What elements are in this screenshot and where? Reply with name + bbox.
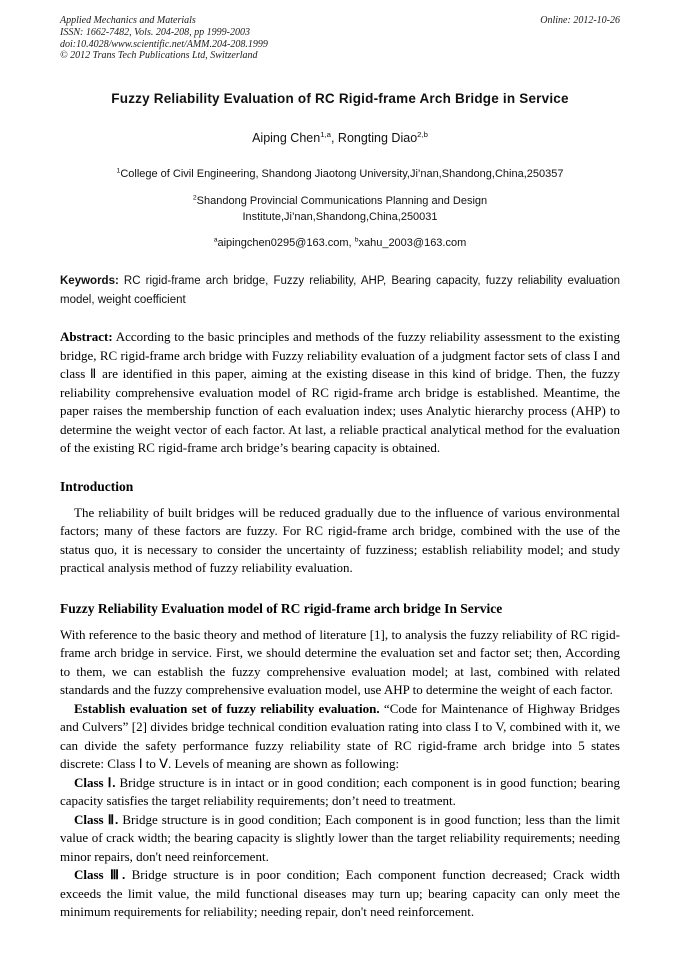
- email-b: xahu_2003@163.com: [358, 237, 467, 250]
- affiliation-2-superscript: 2: [192, 194, 197, 202]
- author-superscript-1: 1,a: [320, 130, 331, 140]
- affiliation-2: [60, 193, 620, 225]
- online-date: Online: 2012-10-26: [540, 15, 620, 26]
- issn-line: ISSN: 1662-7482, Vols. 204-208, pp 1999-2003: [60, 26, 250, 38]
- affiliation-2-line2: Institute,Ji’nan,Shandong,China,250031: [242, 211, 438, 224]
- authors-separator: ,: [330, 131, 338, 146]
- emails-line: [60, 237, 620, 249]
- section-heading-evaluation-model: Fuzzy Reliability Evaluation model of RC rigid-frame arch bridge In Service: [60, 600, 503, 616]
- email-superscript-a: a: [213, 236, 218, 244]
- authors-line: [60, 131, 620, 145]
- paragraph-class-1: [60, 774, 620, 811]
- class-2-label: Class Ⅱ.: [74, 811, 119, 827]
- abstract-label: Abstract:: [60, 329, 113, 345]
- affiliation-1-superscript: 1: [116, 167, 121, 175]
- keywords-text: RC rigid-frame arch bridge, Fuzzy reliability, AHP, Bearing capacity, fuzzy reliability evaluation model, weight coefficient: [60, 275, 620, 307]
- affiliation-1: [60, 166, 620, 182]
- abstract-paragraph: [60, 328, 620, 458]
- class-3-label: Class Ⅲ.: [74, 867, 126, 883]
- class-1-label: Class Ⅰ.: [74, 774, 116, 790]
- paper-title: Fuzzy Reliability Evaluation of RC Rigid-frame Arch Bridge in Service: [111, 91, 569, 107]
- keywords-paragraph: [60, 272, 620, 310]
- paragraph-class-3: [60, 866, 620, 922]
- affiliation-2-line1-text: Shandong Provincial Communications Planning and Design: [196, 195, 488, 208]
- class-3-text: Bridge structure is in poor condition; Each component function decreased; Crack width exceeds the limit value, the mild functional diseases may turn up; bearing capacity can only meet the minimum requirements for reliability; needing repair, don't need reinforcement.: [60, 867, 621, 920]
- paragraph-method-overview: With reference to the basic theory and method of literature [1], to analysis the fuzzy reliability of RC rigid-frame arch bridge in service. First, we should determine the evaluation set and factor set; then, According to them, we can establish the fuzzy comprehensive evaluation model; at last, combined with related standards and the fuzzy comprehensive evaluation model, use AHP to determine the weight of each factor.: [60, 626, 620, 698]
- section-heading-introduction: Introduction: [60, 478, 134, 494]
- emails-separator: ,: [348, 237, 355, 250]
- paragraph-class-2: [60, 811, 620, 867]
- doi-line: doi:10.4028/www.scientific.net/AMM.204-208.1999: [60, 38, 268, 50]
- journal-name: Applied Mechanics and Materials: [60, 15, 196, 26]
- author-superscript-2: 2,b: [417, 130, 428, 140]
- keywords-label: Keywords:: [60, 275, 119, 288]
- email-superscript-b: b: [354, 236, 359, 244]
- establish-evaluation-set-lead: Establish evaluation set of fuzzy reliability evaluation.: [74, 700, 380, 716]
- class-2-text: Bridge structure is in good condition; Each component is in good function; less than the limit value of crack width; the bearing capacity is slightly lower than the target reliability requirements; needing minor repairs, don't need reinforcement.: [60, 811, 620, 864]
- establish-evaluation-set-text: “Code for Maintenance of Highway Bridges and Culvers” [2] divides bridge technical condition evaluation rating into class I to V, combined with it, we can divide the safety performance fuzzy reliability state of RC rigid-frame arch bridge into 5 states discrete: Class Ⅰ to Ⅴ. Levels of meaning are shown as following:: [60, 700, 620, 772]
- copyright-line: © 2012 Trans Tech Publications Ltd, Switzerland: [60, 50, 258, 62]
- author-name-2: Rongting Diao: [337, 131, 418, 146]
- journal-header: [60, 0, 620, 62]
- abstract-text: According to the basic principles and methods of the fuzzy reliability assessment to the existing bridge, RC rigid-frame arch bridge with Fuzzy reliability evaluation of a judgment factor sets of class I and class Ⅱ are identified in this paper, aiming at the existing disease in this kind of bridge. Then, the fuzzy reliability comprehensive evaluation model of RC rigid-frame arch bridge is established. Meantime, the paper raises the membership function of each evaluation index; uses Analytic hierarchy process (AHP) to determine the weight vector of each factor. At last, a reliable practical analytical method for the evaluation of the existing RC rigid-frame arch bridge’s bearing capacity is obtained.: [60, 329, 620, 456]
- paragraph-establish-evaluation-set: [60, 700, 620, 774]
- introduction-paragraph: The reliability of built bridges will be reduced gradually due to the influence of various environmental factors; many of these factors are fuzzy. For RC rigid-frame arch bridge, combined with the use of the status quo, it is necessary to consider the uncertainty of fuzziness; establish reliability model; and study practical analysis method of fuzzy reliability evaluation.: [60, 504, 620, 576]
- email-a: aipingchen0295@163.com: [217, 237, 349, 250]
- journal-header-left: [60, 15, 268, 62]
- affiliation-2-line1: [60, 193, 620, 209]
- author-name-1: Aiping Chen: [252, 131, 321, 146]
- class-1-text: Bridge structure is in intact or in good condition; each component is in good function; bearing capacity satisfies the target reliability requirements; don’t need to treatment.: [60, 774, 621, 809]
- affiliation-1-text: College of Civil Engineering, Shandong Jiaotong University,Ji’nan,Shandong,China,250357: [120, 168, 564, 181]
